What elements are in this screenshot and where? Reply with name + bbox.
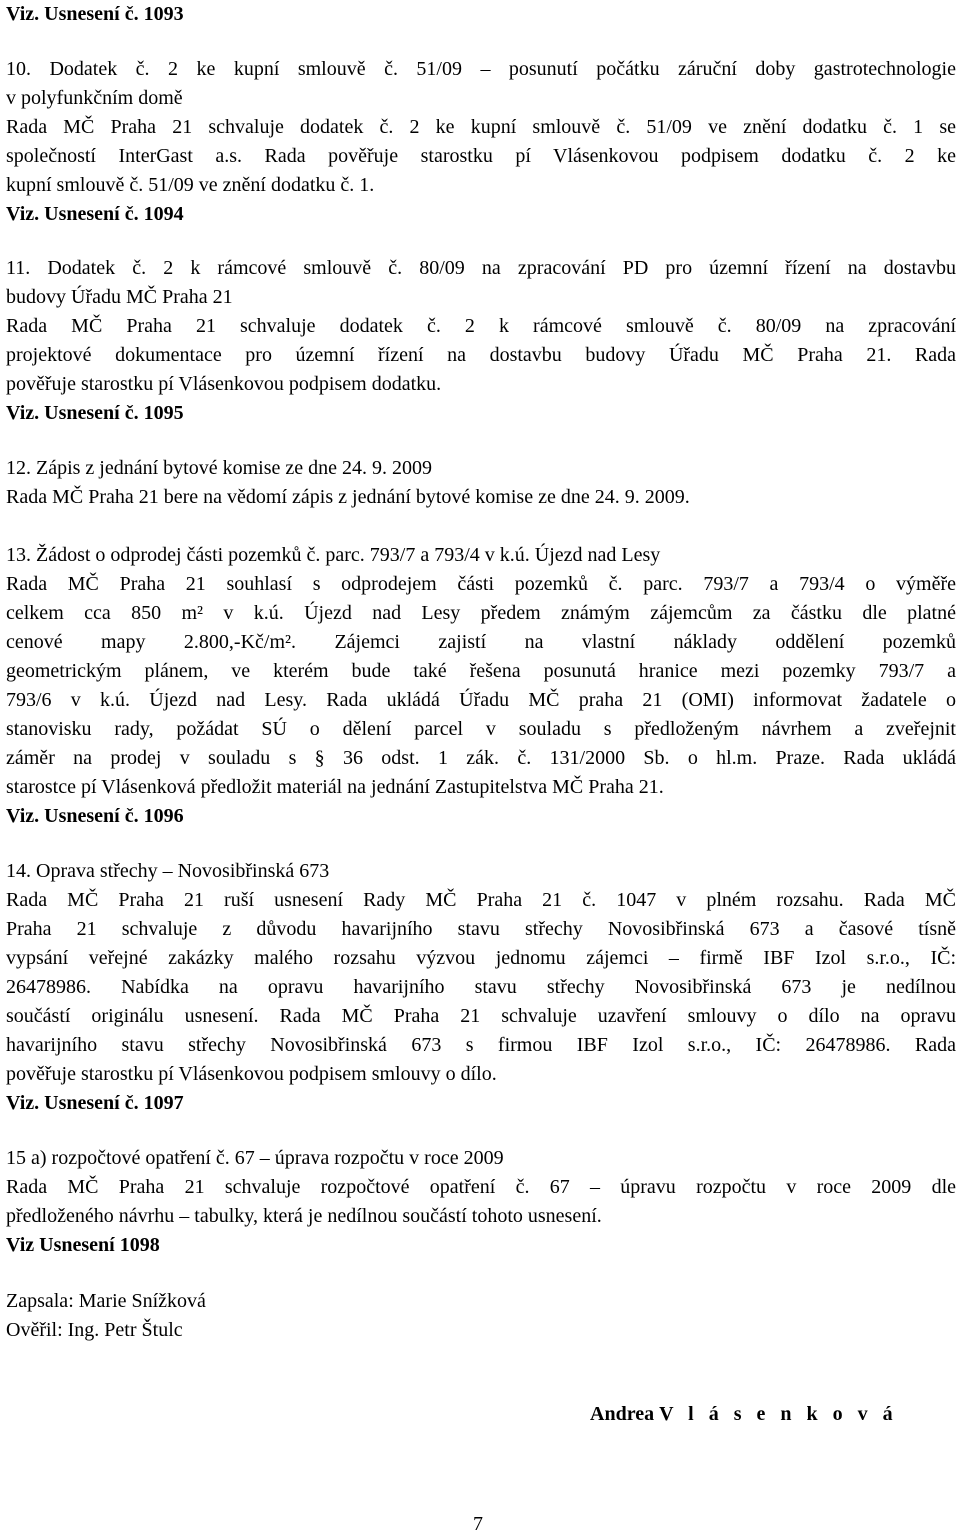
item-15-body-line: Rada MČ Praha 21 schvaluje rozpočtové opatření č. 67 – úpravu rozpočtu v roce 2009 dle: [6, 1176, 956, 1198]
item-15-body-line: předloženého návrhu – tabulky, která je nedílnou součástí tohoto usnesení.: [6, 1205, 602, 1227]
item-14-body-line: Praha 21 schvaluje z důvodu havarijního stavu střechy Novosibřinská 673 a časové tísně: [6, 918, 956, 940]
signature-first-name: Andrea: [590, 1403, 655, 1425]
signature-last-name: V l á s e n k o v á: [659, 1403, 898, 1425]
item-14-body-line: Rada MČ Praha 21 ruší usnesení Rady MČ Praha 21 č. 1047 v plném rozsahu. Rada MČ: [6, 889, 956, 911]
item-11-body-line: pověřuje starostku pí Vlásenkovou podpisem dodatku.: [6, 373, 442, 395]
item-13-body-line: starostce pí Vlásenková předložit materiál na jednání Zastupitelstva MČ Praha 21.: [6, 776, 664, 798]
item-14-body-line: pověřuje starostku pí Vlásenkovou podpisem smlouvy o dílo.: [6, 1063, 497, 1085]
item-10-body-line: Rada MČ Praha 21 schvaluje dodatek č. 2 ke kupní smlouvě č. 51/09 ve znění dodatku č. 1 se: [6, 116, 956, 138]
resolution-ref-1093: Viz. Usnesení č. 1093: [6, 3, 184, 25]
item-15-title: 15 a) rozpočtové opatření č. 67 – úprava rozpočtu v roce 2009: [6, 1147, 504, 1169]
resolution-ref-1096: Viz. Usnesení č. 1096: [6, 805, 184, 827]
item-12-title: 12. Zápis z jednání bytové komise ze dne 24. 9. 2009: [6, 457, 433, 479]
resolution-ref-1094: Viz. Usnesení č. 1094: [6, 203, 184, 225]
item-11-body-line: projektové dokumentace pro územní řízení na dostavbu budovy Úřadu MČ Praha 21. Rada: [6, 344, 956, 366]
item-13-body-line: geometrickým plánem, ve kterém bude také řešena posunutá hranice mezi pozemky 793/7 a: [6, 660, 956, 682]
item-10-title: 10. Dodatek č. 2 ke kupní smlouvě č. 51/09 – posunutí počátku záruční doby gastrotechnologie: [6, 58, 956, 80]
item-13-title: 13. Žádost o odprodej části pozemků č. parc. 793/7 a 793/4 v k.ú. Újezd nad Lesy: [6, 544, 661, 566]
item-10-body-line: kupní smlouvě č. 51/09 ve znění dodatku č. 1.: [6, 174, 375, 196]
recorded-by: Zapsala: Marie Snížková: [6, 1290, 206, 1312]
page-number: 7: [473, 1513, 483, 1535]
signature-name: [590, 1400, 898, 1429]
item-13-body-line: stanovisku rady, požádat SÚ o dělení parcel v souladu s předloženým návrhem a zveřejnit: [6, 718, 956, 740]
item-14-body-line: havarijního stavu střechy Novosibřinská 673 s firmou IBF Izol s.r.o., IČ: 26478986. Rada: [6, 1034, 956, 1056]
item-14-body-line: součástí originálu usnesení. Rada MČ Praha 21 schvaluje uzavření smlouvy o dílo na opravu: [6, 1005, 956, 1027]
item-13-body-line: cenové mapy 2.800,-Kč/m². Zájemci zajistí na vlastní náklady oddělení pozemků: [6, 631, 956, 653]
item-13-body-line: celkem cca 850 m² v k.ú. Újezd nad Lesy předem známým zájemcům za částku dle platné: [6, 602, 956, 624]
item-14-body-line: vypsání veřejné zakázky malého rozsahu výzvou jednomu zájemci – firmě IBF Izol s.r.o., IČ:: [6, 947, 956, 969]
item-14-title: 14. Oprava střechy – Novosibřinská 673: [6, 860, 330, 882]
item-13-body-line: záměr na prodej v souladu s § 36 odst. 1 zák. č. 131/2000 Sb. o hl.m. Praze. Rada ukládá: [6, 747, 956, 769]
item-11-title-cont: budovy Úřadu MČ Praha 21: [6, 286, 233, 308]
item-12-body: Rada MČ Praha 21 bere na vědomí zápis z jednání bytové komise ze dne 24. 9. 2009.: [6, 486, 690, 508]
item-11-body-line: Rada MČ Praha 21 schvaluje dodatek č. 2 k rámcové smlouvě č. 80/09 na zpracování: [6, 315, 956, 337]
item-10-body-line: společností InterGast a.s. Rada pověřuje starostku pí Vlásenkovou podpisem dodatku č. 2 ke: [6, 145, 956, 167]
item-13-body-line: 793/6 v k.ú. Újezd nad Lesy. Rada ukládá Úřadu MČ praha 21 (OMI) informovat žadatele o: [6, 689, 956, 711]
item-11-title: 11. Dodatek č. 2 k rámcové smlouvě č. 80/09 na zpracování PD pro územní řízení na dostavbu: [6, 257, 956, 279]
item-14-body-line: 26478986. Nabídka na opravu havarijního stavu střechy Novosibřinská 673 je nedílnou: [6, 976, 956, 998]
item-10-title-cont: v polyfunkčním domě: [6, 87, 183, 109]
resolution-ref-1097: Viz. Usnesení č. 1097: [6, 1092, 184, 1114]
verified-by: Ověřil: Ing. Petr Štulc: [6, 1319, 183, 1341]
resolution-ref-1095: Viz. Usnesení č. 1095: [6, 402, 184, 424]
item-13-body-line: Rada MČ Praha 21 souhlasí s odprodejem části pozemků č. parc. 793/7 a 793/4 o výměře: [6, 573, 956, 595]
resolution-ref-1098: Viz Usnesení 1098: [6, 1234, 160, 1256]
